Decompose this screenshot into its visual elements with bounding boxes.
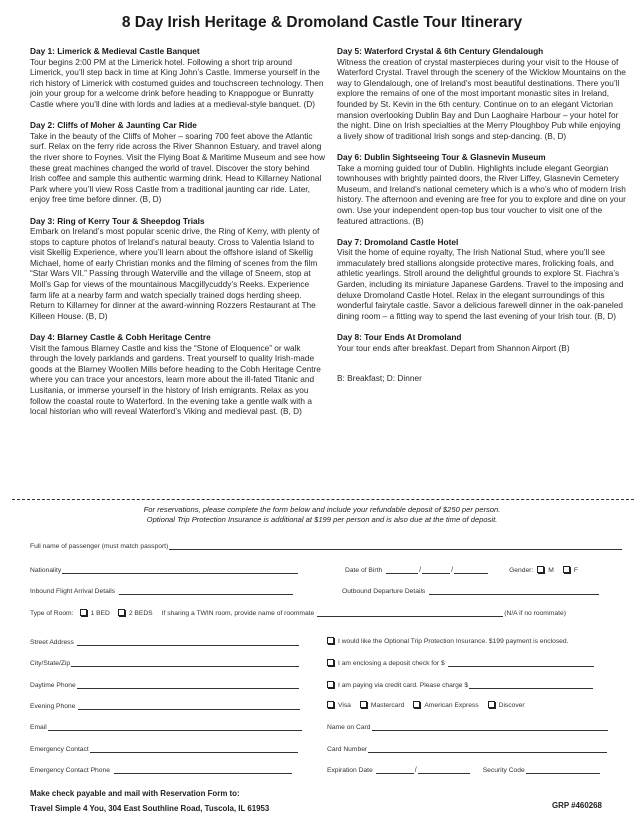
deposit-amount-field[interactable] [448,659,594,667]
room-2beds-label: 2 BEDS [128,610,153,617]
street-field[interactable] [77,638,299,646]
expiration-month-field[interactable] [376,766,414,774]
footer-line-1: Make check payable and mail with Reservation Form to: [30,789,240,798]
deposit-check-checkbox[interactable] [327,659,334,666]
charge-amount-field[interactable] [469,681,593,689]
emergency-contact-label: Emergency Contact [30,746,89,753]
room-1bed-checkbox[interactable] [80,609,87,616]
emergency-phone-field[interactable] [114,766,292,774]
dob-label: Date of Birth [345,567,383,574]
insurance-row [327,638,568,645]
name-on-card-row [327,723,609,731]
reservation-notice [0,505,644,524]
deposit-check-row [327,659,595,667]
evening-phone-row [30,702,301,710]
evening-phone-label: Evening Phone [30,703,76,710]
itinerary-right-column [337,46,627,384]
full-name-label: Full name of passenger (must match passport) [30,543,169,550]
day-title: Day 1: Limerick & Medieval Castle Banquet [30,46,200,56]
daytime-phone-label: Daytime Phone [30,682,76,689]
security-code-field[interactable] [526,766,600,774]
day-title: Day 5: Waterford Crystal & 6th Century Glendalough [337,46,544,56]
roommate-field[interactable] [317,609,503,617]
dob-row: Date of Birth / / Gender: M F [345,567,578,574]
meal-legend: B: Breakfast; D: Dinner [337,373,422,384]
visa-label: Visa [338,702,351,709]
room-type-row [30,609,566,617]
nationality-row [30,566,299,574]
street-row [30,638,300,646]
emergency-contact-field[interactable] [90,745,298,753]
day-description: Take a morning guided tour of Dublin. Highlights include elegant Georgian townhouses with brightly painted doors, the River Liffey, Glasnevin Cemetery Museum, and Ireland’s national cemetery which is a who’s who of modern Irish history. The afternoon and evening are free for you to explore and dine on your own. Use your independent open-top bus tour voucher to visit one of the featured attractions. (B) [337,162,626,226]
emergency-phone-row [30,766,293,774]
day-description: Visit the famous Blarney Castle and kiss the “Stone of Eloquence” or walk through the lovely parklands and gardens. Treat yourself to quality Irish-made goods at the Blarney Woollen Mills before heading to the Cobh Heritage Centre where you can trace your ancestors, learn more about the ill-fated Titanic and Lusitania, or immerse yourself in the history of Irish emigrants. Relax as you follow the coastal route to Waterford. In the evening take a gentle walk with a local historian who will reveal Waterford’s Viking and medieval past. (B, D) [30,342,321,417]
mastercard-checkbox[interactable] [360,701,367,708]
notice-line-1: For reservations, please complete the form below and include your refundable deposit of $250 per person. [143,505,501,514]
dob-year-field[interactable] [454,566,488,574]
full-name-row [30,542,623,550]
roommate-label: If sharing a TWIN room, provide name of roommate [161,610,315,617]
day-4 [30,332,326,417]
day-3 [30,216,326,322]
mastercard-label: Mastercard [370,702,405,709]
city-row [30,659,300,667]
card-number-field[interactable] [368,745,607,753]
daytime-phone-row [30,681,300,689]
card-number-row [327,745,608,753]
credit-card-label: I am paying via credit card. Please charge $ [338,682,469,689]
card-type-row [327,702,525,709]
cut-line-divider [12,499,634,500]
outbound-field[interactable] [429,587,599,595]
gender-m-checkbox[interactable] [537,566,544,573]
security-code-label: Security Code [482,767,525,774]
visa-checkbox[interactable] [327,701,334,708]
gender-m-label: M [548,567,554,574]
day-6 [337,152,627,226]
mailing-instructions [30,786,269,816]
page-title: 8 Day Irish Heritage & Dromoland Castle Tour Itinerary [121,14,523,31]
dob-day-field[interactable] [422,566,450,574]
emergency-phone-label: Emergency Contact Phone [30,767,110,774]
gender-f-label: F [573,567,578,574]
insurance-label: I would like the Optional Trip Protection Insurance. $199 payment is enclosed. [338,638,569,645]
inbound-row [30,587,294,595]
day-title: Day 6: Dublin Sightseeing Tour & Glasnevin Museum [337,151,546,162]
day-1 [30,46,326,110]
nationality-label: Nationality [30,567,62,574]
dob-month-field[interactable] [386,566,418,574]
evening-phone-field[interactable] [78,702,300,710]
day-5 [337,46,627,141]
amex-label: American Express [424,702,479,709]
day-2 [30,120,326,205]
day-title: Day 7: Dromoland Castle Hotel [337,236,459,247]
day-description: Visit the home of equine royalty, The Irish National Stud, where you’ll see immaculately bred stallions alongside protective mares, frolicking foals, and athletic yearlings. Stroll around the delightful grounds to explore St. Fiachra’s Garden, including its miniature Japanese Gardens. Travel to the imposing and deluxe Dromoland Castle Hotel. Relax in the elegant surroundings of this wonderful fairytale castle. Savor a delicious farewell dinner in the oak-paneled dining room – a fitting way to spend the last evening of your Irish tour. (B, D) [337,247,624,321]
outbound-label: Outbound Departure Details [342,588,426,595]
full-name-field[interactable] [169,542,622,550]
name-on-card-field[interactable] [372,723,608,731]
credit-card-row [327,681,594,689]
day-title: Day 2: Cliffs of Moher & Jaunting Car Ride [30,120,197,131]
city-field[interactable] [71,659,299,667]
day-title: Day 3: Ring of Kerry Tour & Sheepdog Trials [30,215,205,226]
day-description: Witness the creation of crystal masterpieces during your visit to the House of Waterford Crystal. Travel through the scenery of the Wicklow Mountains on the way to Glendalough, one of Ireland’s most beautiful destinations. There you’ll explore the remains of one of the most important monastic sites in Ireland, founded by St. Kevin in the 6th century. Continue on to an elegant Victorian mansion overlooking Dublin Bay and Dun Laoghaire Harbour – your hotel for the night. Dine on Irish specialties at the Merry Ploughboy Pub while enjoying a lively show of traditional Irish songs and step-dancing. (B, D) [337,56,626,141]
notice-line-2: Optional Trip Protection Insurance is additional at $199 per person and is also due at the time of deposit. [146,514,498,524]
email-field[interactable] [48,723,302,731]
day-title: Day 8: Tour Ends At Dromoland [337,332,462,343]
nationality-field[interactable] [62,566,298,574]
day-description: Tour begins 2:00 PM at the Limerick hotel. Following a short trip around Limerick, you’ll step back in time at King John’s Castle. Immerse yourself in the rich history of Limerick with costumed guides and touchscreen technology. Then join your group for a welcome drink before heading to Knappogue or Bunratty Castle where you’ll dine with lords and ladies at a medieval-style banquet. (D) [30,56,324,109]
outbound-row [342,587,600,595]
expiration-label: Expiration Date [327,767,373,774]
room-type-label: Type of Room: [30,610,74,617]
gender-label: Gender: [509,567,534,574]
deposit-check-label: I am enclosing a deposit check for $ [338,660,445,667]
day-description: Embark on Ireland’s most popular scenic drive, the Ring of Kerry, with plenty of stops to capture photos of Ireland’s natural beauty. Cross to Valentia Island to visit Skellig Experience, where you’ll learn about the offshore island of Skellig Michael, home of early Christian monks and the filming of scenes from the film “Star Wars VII.” Passing through Waterville and the village of Sneem, stop at Moll’s Gap for views of the mountainous Macgillycuddy’s Reeks. Experience farm life at a nearby farm and watch specially trained dogs herding sheep. Return to Killarney for dinner at the award-winning Rozzers Restaurant at The Killeen House. (B, D) [30,226,320,321]
daytime-phone-field[interactable] [77,681,299,689]
discover-checkbox[interactable] [488,701,495,708]
mailing-address: Travel Simple 4 You, 304 East Southline Road, Tuscola, IL 61953 [30,804,270,813]
card-number-label: Card Number [327,746,368,753]
day-description: Your tour ends after breakfast. Depart from Shannon Airport (B) [337,342,570,353]
gender-f-checkbox[interactable] [563,566,570,573]
itinerary-left-column [30,46,326,427]
city-label: City/State/Zip [30,660,71,667]
group-number: GRP #460268 [552,801,602,810]
day-description: Take in the beauty of the Cliffs of Moher – soaring 700 feet above the Atlantic surf. Relax on the ferry ride across the River Shannon Estuary, and travel along the river shore to Foynes. Visit the Flying Boat & Maritime Museum and see how these great machines changed the world of travel. Discover the story behind Irish coffee and sample this authentic warming drink. Head to Killarney National Park where you’ll view Ross Castle from a traditional jaunting car ride. Later, enjoy free time before dinner. (B, D) [30,130,325,205]
emergency-contact-row [30,745,299,753]
day-7 [337,237,627,322]
day-8 [337,332,627,353]
room-1bed-label: 1 BED [90,610,110,617]
email-row [30,723,303,731]
expiration-year-field[interactable] [418,766,470,774]
insurance-checkbox[interactable] [327,637,334,644]
amex-checkbox[interactable] [413,701,420,708]
discover-label: Discover [498,702,525,709]
inbound-label: Inbound Flight Arrival Details [30,588,116,595]
street-label: Street Address [30,639,74,646]
inbound-field[interactable] [119,587,293,595]
name-on-card-label: Name on Card [327,724,371,731]
roommate-note: (N/A if no roommate) [504,610,566,617]
expiration-row: Expiration Date / Security Code [327,766,601,774]
email-label: Email [30,724,47,731]
day-title: Day 4: Blarney Castle & Cobh Heritage Centre [30,332,211,343]
room-2beds-checkbox[interactable] [118,609,125,616]
credit-card-checkbox[interactable] [327,681,334,688]
